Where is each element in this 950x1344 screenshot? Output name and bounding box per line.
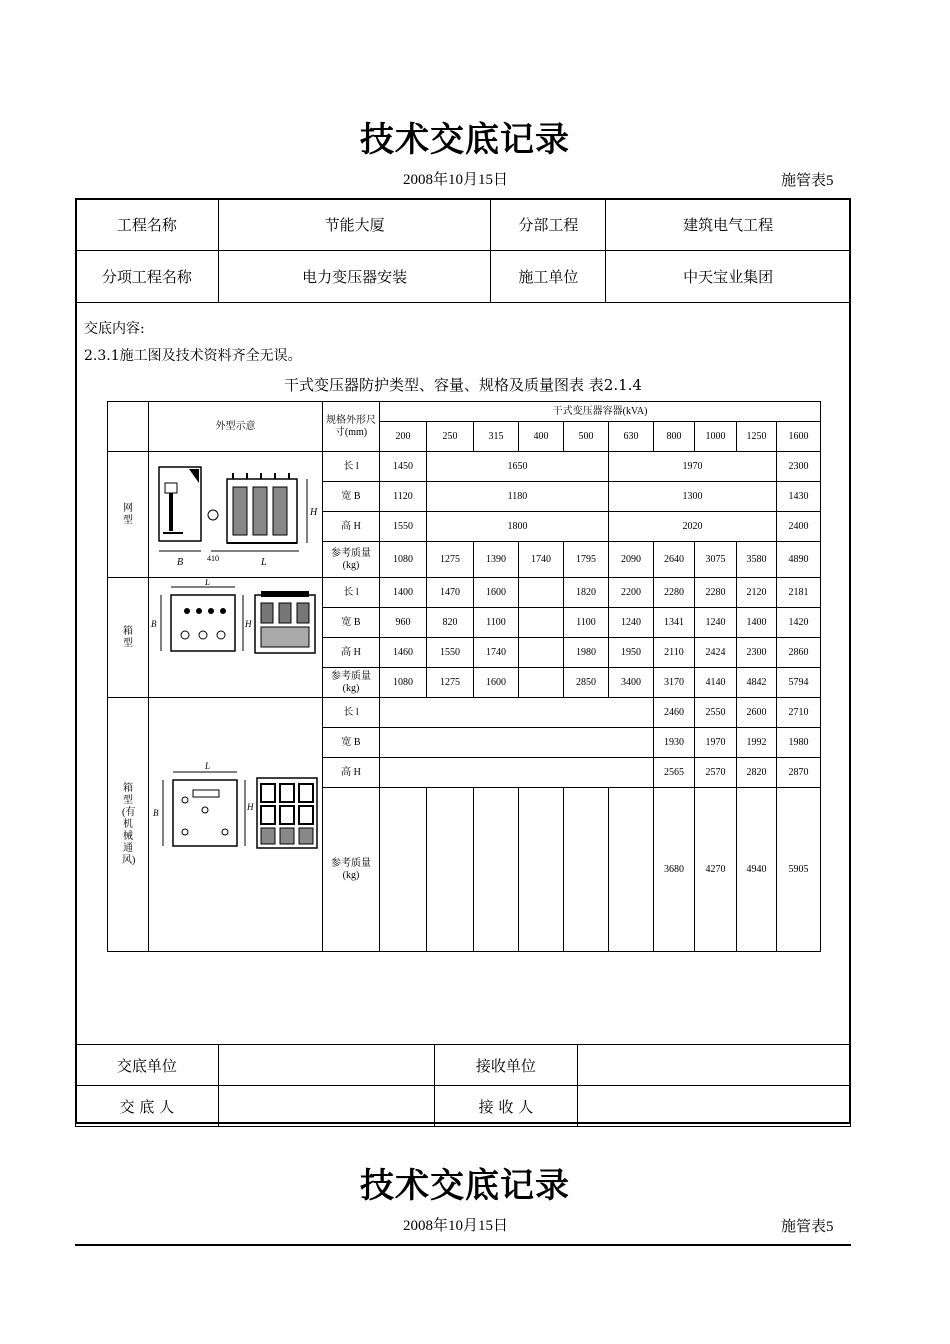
row-label-mass: 参考质量(kg) bbox=[323, 668, 380, 698]
table-cell: 2850 bbox=[564, 668, 609, 698]
capacity-value: 200 bbox=[380, 422, 427, 452]
table-cell: 3680 bbox=[654, 788, 695, 952]
receiver-unit-label: 接收单位 bbox=[434, 1045, 578, 1086]
svg-text:L: L bbox=[205, 760, 211, 771]
table-cell: 1800 bbox=[427, 512, 609, 542]
table-cell: 1080 bbox=[380, 668, 427, 698]
project-name-value: 节能大厦 bbox=[218, 199, 491, 251]
mesh-transformer-drawing bbox=[149, 453, 321, 577]
shape-header: 外型示意 bbox=[149, 402, 323, 452]
capacity-value: 1000 bbox=[695, 422, 737, 452]
box-type-drawing bbox=[149, 578, 323, 698]
contractor-value: 中天宝业集团 bbox=[606, 251, 851, 303]
form-number-repeat: 施管表5 bbox=[781, 1219, 834, 1235]
row-label-height: 高 H bbox=[323, 758, 380, 788]
table-cell: 3170 bbox=[654, 668, 695, 698]
table-cell: 1980 bbox=[777, 728, 821, 758]
svg-text:B: B bbox=[177, 556, 184, 568]
capacity-value: 315 bbox=[474, 422, 519, 452]
table-cell: 1120 bbox=[380, 482, 427, 512]
table-cell-empty bbox=[380, 788, 427, 952]
type-name: 箱型(有机械通风) bbox=[108, 698, 149, 952]
table-cell: 1740 bbox=[519, 542, 564, 578]
table-cell: 2565 bbox=[654, 758, 695, 788]
page-title-repeat: 技术交底记录 bbox=[360, 1166, 570, 1206]
table-cell-empty bbox=[519, 788, 564, 952]
table-cell: 1341 bbox=[654, 608, 695, 638]
table-cell: 2090 bbox=[609, 542, 654, 578]
table-cell: 3580 bbox=[737, 542, 777, 578]
table-cell-empty bbox=[427, 788, 474, 952]
table-cell: 4940 bbox=[737, 788, 777, 952]
bottom-rule bbox=[75, 1244, 851, 1246]
box-transformer-drawing bbox=[149, 579, 321, 697]
spec-table bbox=[107, 401, 821, 952]
table-cell: 2200 bbox=[609, 578, 654, 608]
row-label-width: 宽 B bbox=[323, 608, 380, 638]
table-cell: 1100 bbox=[564, 608, 609, 638]
table-cell: 1400 bbox=[380, 578, 427, 608]
svg-text:H: H bbox=[247, 801, 254, 812]
table-cell: 1930 bbox=[654, 728, 695, 758]
table-cell: 2640 bbox=[654, 542, 695, 578]
capacity-value: 250 bbox=[427, 422, 474, 452]
table-cell: 1420 bbox=[777, 608, 821, 638]
table-cell: 2120 bbox=[737, 578, 777, 608]
table-cell: 4890 bbox=[777, 542, 821, 578]
capacity-value: 1600 bbox=[777, 422, 821, 452]
table-cell: 2400 bbox=[777, 512, 821, 542]
table-cell: 2710 bbox=[777, 698, 821, 728]
table-cell: 1300 bbox=[609, 482, 777, 512]
ventilated-transformer-drawing bbox=[149, 760, 321, 890]
table-cell: 2550 bbox=[695, 698, 737, 728]
table-cell: 1470 bbox=[427, 578, 474, 608]
row-label-height: 高 H bbox=[323, 638, 380, 668]
content-label: 交底内容: bbox=[84, 321, 145, 337]
mesh-type-drawing bbox=[149, 452, 323, 578]
type-name: 箱型 bbox=[108, 578, 149, 698]
svg-text:B: B bbox=[151, 618, 157, 629]
table-cell: 2020 bbox=[609, 512, 777, 542]
table-cell: 1992 bbox=[737, 728, 777, 758]
table-cell: 2280 bbox=[695, 578, 737, 608]
table-cell: 1970 bbox=[609, 452, 777, 482]
svg-text:H: H bbox=[245, 618, 252, 629]
table-cell: 2870 bbox=[777, 758, 821, 788]
table-cell: 1180 bbox=[427, 482, 609, 512]
corner-cell bbox=[108, 402, 149, 452]
table-cell: 4140 bbox=[695, 668, 737, 698]
division-label: 分部工程 bbox=[491, 199, 606, 251]
svg-text:410: 410 bbox=[207, 553, 219, 563]
svg-text:L: L bbox=[261, 556, 267, 568]
table-cell-empty bbox=[380, 758, 654, 788]
division-value: 建筑电气工程 bbox=[606, 199, 851, 251]
row-label-width: 宽 B bbox=[323, 728, 380, 758]
table-cell: 5794 bbox=[777, 668, 821, 698]
svg-text:L: L bbox=[205, 578, 211, 587]
table-cell-empty bbox=[609, 788, 654, 952]
table-caption: 干式变压器防护类型、容量、规格及质量图表 表2.1.4 bbox=[284, 376, 642, 394]
table-cell-empty bbox=[380, 728, 654, 758]
table-cell-empty bbox=[564, 788, 609, 952]
project-name-label: 工程名称 bbox=[76, 199, 219, 251]
table-cell-empty bbox=[380, 698, 654, 728]
table-cell: 1240 bbox=[695, 608, 737, 638]
table-cell: 1820 bbox=[564, 578, 609, 608]
svg-text:B: B bbox=[153, 807, 159, 818]
table-cell: 5905 bbox=[777, 788, 821, 952]
table-cell: 2820 bbox=[737, 758, 777, 788]
row-label-mass: 参考质量(kg) bbox=[323, 788, 380, 952]
table-cell bbox=[519, 638, 564, 668]
row-label-length: 长 l bbox=[323, 698, 380, 728]
capacity-value: 1250 bbox=[737, 422, 777, 452]
table-cell: 2424 bbox=[695, 638, 737, 668]
page-title: 技术交底记录 bbox=[360, 120, 570, 160]
table-cell: 1460 bbox=[380, 638, 427, 668]
capacity-value: 630 bbox=[609, 422, 654, 452]
table-cell: 2280 bbox=[654, 578, 695, 608]
row-label-height: 高 H bbox=[323, 512, 380, 542]
issuer-field[interactable] bbox=[218, 1086, 434, 1127]
content-line: 2.3.1施工图及技术资料齐全无误。 bbox=[84, 348, 302, 364]
table-cell bbox=[519, 608, 564, 638]
row-label-width: 宽 B bbox=[323, 482, 380, 512]
table-cell: 1795 bbox=[564, 542, 609, 578]
table-cell: 1600 bbox=[474, 668, 519, 698]
ventilated-box-type-drawing bbox=[149, 698, 323, 952]
table-cell: 960 bbox=[380, 608, 427, 638]
form-number: 施管表5 bbox=[781, 173, 834, 189]
spec-header: 规格外形尺寸(mm) bbox=[323, 402, 380, 452]
table-cell: 2860 bbox=[777, 638, 821, 668]
capacity-value: 400 bbox=[519, 422, 564, 452]
table-cell: 2460 bbox=[654, 698, 695, 728]
header-table bbox=[75, 198, 851, 303]
signature-table bbox=[75, 1044, 851, 1127]
receiver-field[interactable] bbox=[578, 1086, 851, 1127]
row-label-length: 长 l bbox=[323, 578, 380, 608]
table-cell: 1275 bbox=[427, 542, 474, 578]
table-cell: 1450 bbox=[380, 452, 427, 482]
table-cell: 1980 bbox=[564, 638, 609, 668]
table-cell: 1550 bbox=[380, 512, 427, 542]
issuer-label: 交 底 人 bbox=[76, 1086, 219, 1127]
subitem-label: 分项工程名称 bbox=[76, 251, 219, 303]
issuer-unit-field[interactable] bbox=[218, 1045, 434, 1086]
row-label-mass: 参考质量(kg) bbox=[323, 542, 380, 578]
table-cell: 1390 bbox=[474, 542, 519, 578]
table-cell bbox=[519, 668, 564, 698]
issuer-unit-label: 交底单位 bbox=[76, 1045, 219, 1086]
date: 2008年10月15日 bbox=[403, 172, 509, 188]
table-cell: 3075 bbox=[695, 542, 737, 578]
table-cell: 2300 bbox=[737, 638, 777, 668]
table-cell bbox=[519, 578, 564, 608]
capacity-value: 500 bbox=[564, 422, 609, 452]
contractor-label: 施工单位 bbox=[491, 251, 606, 303]
table-cell: 2300 bbox=[777, 452, 821, 482]
receiver-label: 接 收 人 bbox=[434, 1086, 578, 1127]
subitem-value: 电力变压器安装 bbox=[218, 251, 491, 303]
table-cell: 2181 bbox=[777, 578, 821, 608]
svg-text:H: H bbox=[310, 506, 318, 518]
table-cell: 2570 bbox=[695, 758, 737, 788]
table-cell: 1740 bbox=[474, 638, 519, 668]
table-cell: 1550 bbox=[427, 638, 474, 668]
receiver-unit-field[interactable] bbox=[578, 1045, 851, 1086]
table-cell: 1600 bbox=[474, 578, 519, 608]
table-cell: 1100 bbox=[474, 608, 519, 638]
table-cell: 1080 bbox=[380, 542, 427, 578]
table-cell: 820 bbox=[427, 608, 474, 638]
table-cell: 1240 bbox=[609, 608, 654, 638]
date-repeat: 2008年10月15日 bbox=[403, 1218, 509, 1234]
table-cell: 4270 bbox=[695, 788, 737, 952]
table-cell: 1400 bbox=[737, 608, 777, 638]
table-cell: 1650 bbox=[427, 452, 609, 482]
table-cell: 1275 bbox=[427, 668, 474, 698]
type-name: 网型 bbox=[108, 452, 149, 578]
table-cell: 1430 bbox=[777, 482, 821, 512]
row-label-length: 长 l bbox=[323, 452, 380, 482]
table-cell: 1950 bbox=[609, 638, 654, 668]
table-cell-empty bbox=[474, 788, 519, 952]
table-cell: 1970 bbox=[695, 728, 737, 758]
table-cell: 2600 bbox=[737, 698, 777, 728]
capacity-header: 干式变压器容器(kVA) bbox=[380, 402, 821, 422]
table-cell: 4842 bbox=[737, 668, 777, 698]
capacity-value: 800 bbox=[654, 422, 695, 452]
table-cell: 3400 bbox=[609, 668, 654, 698]
table-cell: 2110 bbox=[654, 638, 695, 668]
